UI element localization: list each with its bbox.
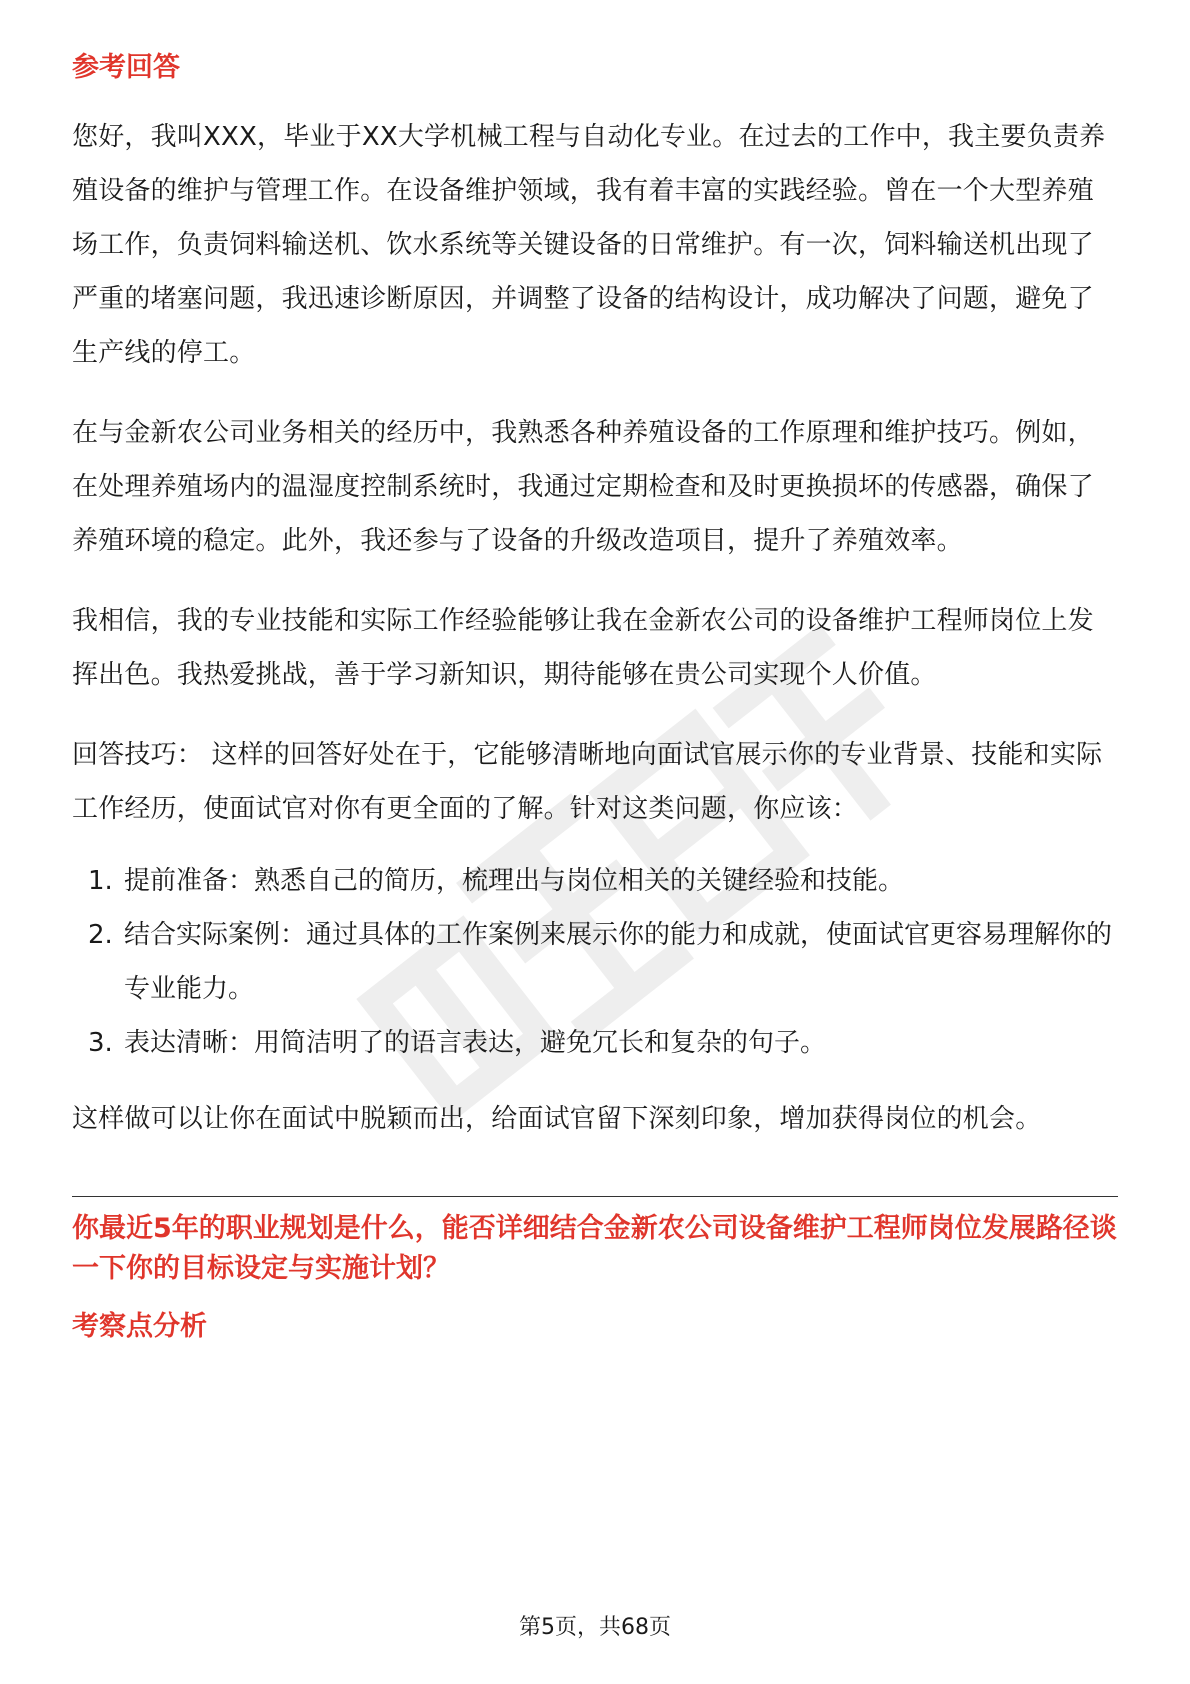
document-body [72, 48, 1118, 1347]
answer-paragraph-3: 我相信，我的专业技能和实际工作经验能够让我在金新农公司的设备维护工程师岗位上发挥出色。我热爱挑战，善于学习新知识，期待能够在贵公司实现个人价值。 [72, 606, 1094, 690]
tips-intro: 回答技巧： 这样的回答好处在于，它能够清晰地向面试官展示你的专业背景、技能和实际工作经历，使面试官对你有更全面的了解。针对这类问题，你应该： [72, 740, 1103, 824]
list-item [72, 1016, 1118, 1070]
list-item [72, 908, 1118, 1016]
list-number: 3. [88, 1028, 113, 1058]
list-number: 1. [88, 866, 113, 896]
reference-answer-heading: 参考回答 [72, 52, 180, 83]
tips-list [72, 854, 1118, 1070]
page-footer: 第5页，共68页 [519, 1615, 671, 1640]
next-question-title: 你最近5年的职业规划是什么，能否详细结合金新农公司设备维护工程师岗位发展路径谈一下你的目标设定与实施计划？ [72, 1213, 1117, 1284]
list-item-text: 结合实际案例：通过具体的工作案例来展示你的能力和成就，使面试官更容易理解你的专业能力。 [124, 920, 1113, 1004]
answer-paragraph-2: 在与金新农公司业务相关的经历中，我熟悉各种养殖设备的工作原理和维护技巧。例如，在处理养殖场内的温湿度控制系统时，我通过定期检查和及时更换损坏的传感器，确保了养殖环境的稳定。此外，我还参与了设备的升级改造项目，提升了养殖效率。 [72, 418, 1094, 556]
list-number: 2. [88, 920, 113, 950]
list-item [72, 854, 1118, 908]
list-item-text: 提前准备：熟悉自己的简历，梳理出与岗位相关的关键经验和技能。 [124, 866, 905, 896]
tips-conclusion: 这样做可以让你在面试中脱颖而出，给面试官留下深刻印象，增加获得岗位的机会。 [72, 1104, 1042, 1134]
analysis-heading: 考察点分析 [72, 1311, 207, 1342]
answer-paragraph-1: 您好，我叫XXX，毕业于XX大学机械工程与自动化专业。在过去的工作中，我主要负责养殖设备的维护与管理工作。在设备维护领域，我有着丰富的实践经验。曾在一个大型养殖场工作，负责饲料输送机、饮水系统等关键设备的日常维护。有一次，饲料输送机出现了严重的堵塞问题，我迅速诊断原因，并调整了设备的结构设计，成功解决了问题，避免了生产线的停工。 [72, 122, 1106, 368]
list-item-text: 表达清晰：用简洁明了的语言表达，避免冗长和复杂的句子。 [124, 1028, 827, 1058]
